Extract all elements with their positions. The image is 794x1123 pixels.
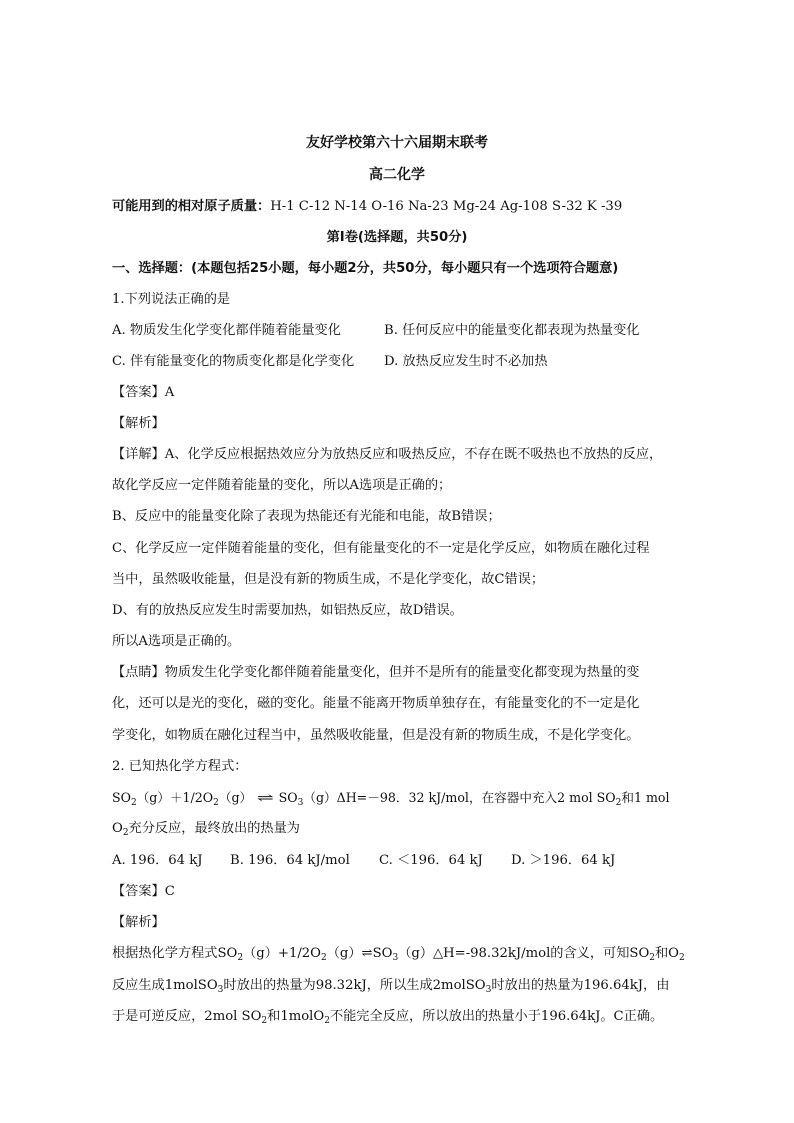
q1-detail-line: 【详解】A、化学反应根据热效应分为放热反应和吸热反应，不存在既不吸热也不放热的反应， — [112, 447, 663, 462]
q1-detail-line: 故化学反应一定伴随着能量的变化，所以A选项是正确的； — [112, 478, 452, 493]
q2-analysis-text: 根据热化学方程式SO — [112, 946, 238, 961]
q2-analysis-text: （g）△H=-98.32kJ/mol的含义，可知SO — [398, 946, 650, 961]
q2-analysis-text: 时放出的热量为196.64kJ，由 — [491, 978, 670, 993]
q2-analysis-text: 反应生成1molSO — [112, 978, 218, 993]
q2-equation-line — [112, 789, 670, 809]
exam-school-title: 友好学校第六十六届期末联考 — [306, 135, 488, 151]
q2-analysis-subscript: 3 — [485, 985, 492, 995]
q2-eq-text: 和1 mol — [621, 790, 670, 805]
atomic-mass-values: H-1 C-12 N-14 O-16 Na-23 Mg-24 Ag-108 S-32 K -39 — [270, 199, 623, 214]
q1-answer: 【答案】A — [112, 385, 175, 400]
q2-eq-text: SO — [278, 790, 298, 805]
q2-option-c: C. ＜196．64 kJ — [379, 853, 483, 868]
q2-option-b: B. 196．64 kJ/mol — [230, 853, 350, 868]
volume-heading: 第Ⅰ卷(选择题，共50分) — [326, 230, 468, 245]
q2-analysis-label: 【解析】 — [112, 915, 165, 930]
q2-analysis-text: 和1molO — [267, 1009, 325, 1024]
q2-answer: 【答案】C — [112, 884, 175, 899]
q2-analysis-subscript: 2 — [321, 953, 327, 963]
q2-eq-text: SO — [112, 790, 131, 805]
q2-analysis-text: 时放出的热量为98.32kJ，所以生成2molSO — [223, 978, 486, 993]
q1-stem: 1.下列说法正确的是 — [112, 292, 231, 307]
q1-detail-line: 当中，虽然吸收能量，但是没有新的物质生成，不是化学变化，故C错误； — [112, 572, 545, 587]
q1-detail-line: C、化学反应一定伴随着能量的变化，但有能量变化的不一定是化学反应，如物质在融化过程 — [112, 541, 650, 556]
q2-eq-text: （g） — [218, 790, 253, 805]
q2-analysis-subscript: 3 — [217, 985, 224, 995]
q2-analysis-subscript: 3 — [392, 953, 399, 963]
q2-eq-subscript: 2 — [615, 798, 622, 808]
q2-text: 充分反应，最终放出的热量为 — [128, 821, 300, 836]
q2-analysis-subscript: 2 — [324, 1016, 330, 1026]
q2-stem-line-2 — [112, 820, 300, 839]
q1-point-line: 学变化，如物质在融化过程当中，虽然吸收能量，但是没有新的物质生成，不是化学变化。 — [112, 728, 640, 743]
q2-analysis-line — [112, 945, 685, 964]
q2-analysis-line — [112, 1008, 663, 1027]
q1-options-row-1 — [112, 322, 639, 340]
q1-option-b: B. 任何反应中的能量变化都表现为热量变化 — [384, 323, 640, 338]
q1-detail-line: D、有的放热反应发生时需要加热，如铝热反应，故D错误。 — [112, 603, 463, 618]
q2-eq-text: （g）＋1/2O — [136, 790, 214, 805]
q2-option-a: A. 196．64 kJ — [112, 853, 203, 868]
exam-subject-title: 高二化学 — [369, 167, 425, 183]
q1-option-d: D. 放热反应发生时不必加热 — [384, 354, 548, 369]
q2-analysis-text: （g）⇌SO — [326, 946, 393, 961]
q2-analysis-text: 不能完全反应，所以放出的热量小于196.64kJ。C正确。 — [329, 1009, 664, 1024]
q2-analysis-subscript: 2 — [237, 953, 244, 963]
q2-eq-subscript: 2 — [130, 798, 137, 808]
q2-analysis-subscript: 2 — [679, 953, 685, 963]
equilibrium-arrow-icon: ⇌ — [256, 790, 274, 805]
q2-analysis-text: 和O — [655, 946, 679, 961]
q2-analysis-text: （g）+1/2O — [243, 946, 321, 961]
q2-eq-subscript: 2 — [213, 798, 219, 808]
q2-analysis-subscript: 2 — [261, 1016, 268, 1026]
section-heading: 一、选择题：(本题包括25小题，每小题2分，共50分，每小题只有一个选项符合题意) — [112, 261, 619, 276]
q1-option-c: C. 伴有能量变化的物质变化都是化学变化 — [112, 354, 355, 369]
q1-options-row-2 — [112, 353, 548, 371]
q1-detail-line: B、反应中的能量变化除了表现为热能还有光能和电能，故B错误； — [112, 509, 501, 524]
q2-analysis-subscript: 2 — [649, 953, 655, 963]
q2-analysis-line — [112, 977, 669, 996]
q2-eq-text: （g）ΔH=－98．32 kJ/mol，在容器中充入2 mol SO — [303, 790, 616, 805]
q1-option-a: A. 物质发生化学变化都伴随着能量变化 — [112, 323, 341, 338]
q2-stem: 2. 已知热化学方程式： — [112, 759, 248, 774]
q1-detail-line: 所以A选项是正确的。 — [112, 634, 241, 649]
q2-subscript: 2 — [122, 828, 129, 838]
q1-point-line: 化，还可以是光的变化，磁的变化。能量不能离开物质单独存在，有能量变化的不一定是化 — [112, 696, 640, 711]
atomic-mass-label: 可能用到的相对原子质量： — [112, 199, 271, 214]
atomic-mass-line — [112, 198, 622, 216]
q2-eq-subscript: 3 — [297, 798, 304, 808]
q2-analysis-text: 于是可逆反应，2mol SO — [112, 1009, 262, 1024]
q1-point-line: 【点睛】物质发生化学变化都伴随着能量变化，但并不是所有的能量变化都变现为热量的变 — [112, 665, 640, 680]
q2-text: O — [112, 821, 123, 836]
q2-options-row — [112, 852, 615, 870]
q1-analysis-label: 【解析】 — [112, 416, 165, 431]
q2-option-d: D. ＞196．64 kJ — [511, 853, 616, 868]
